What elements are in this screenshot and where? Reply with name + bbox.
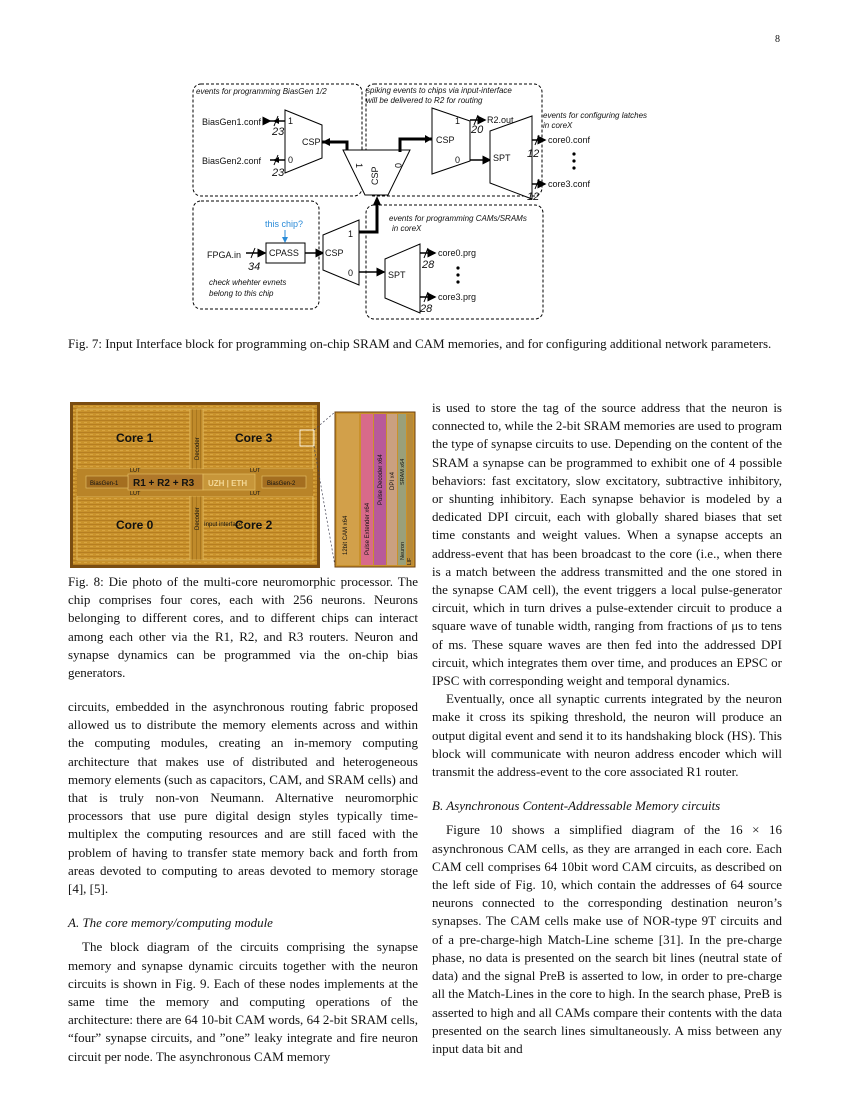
width-28-a: 28 bbox=[422, 259, 435, 271]
biasgen1-die-label: BiasGen-1 bbox=[90, 481, 119, 487]
left-column bbox=[68, 698, 418, 1066]
right-paragraph-1: is used to store the tag of the source address that the neuron is connected to, while the 2-bit SRAM memories are used to program the type of synapse circuits to use. Depending on the content of the SRAM a synapse can be programmed to exhibit one of 4 possible behaviors: fast excitatory, slow excitatory, subtractive inhibitory, or shunting inhibitory. Each synapse behavior is modeled by a dedicated DPI circuit, each with globally shared biases that set time constants and weight values. When a synapse accepts an address-event that has been broadcast to the core (i.e., when there is a match between the address transmitted and the one stored in the synapse CAM cell), the event triggers a local pulse-generator circuit, which in turn drives a pulse-extender circuit to produce a square wave of tunable width, ranging from fractions of μs to tens of ms. These square waves are then fed into the addressed DPI circuit, which integrates them over time, and produces an EPSC or IPSC with corresponding weight and temporal dynamics. bbox=[432, 400, 782, 689]
core-1-label: Core 1 bbox=[116, 431, 154, 445]
core3-prg-label: core3.prg bbox=[438, 292, 477, 302]
check-note-2: belong to this chip bbox=[209, 289, 274, 298]
svg-text:0: 0 bbox=[393, 163, 403, 169]
strip-cam-label: 12bit CAM x64 bbox=[343, 515, 349, 555]
width-20: 20 bbox=[471, 124, 484, 136]
core0-prg-label: core0.prg bbox=[438, 248, 477, 258]
svg-text:1: 1 bbox=[455, 116, 461, 126]
latches-group-label-2: in coreX bbox=[543, 121, 573, 130]
width-23-b: 23 bbox=[272, 167, 285, 179]
figure-8-die-photo bbox=[68, 400, 418, 570]
lut-label-4: LUT bbox=[250, 491, 261, 497]
svg-text:0: 0 bbox=[455, 155, 461, 165]
width-12-b: 12 bbox=[527, 191, 540, 203]
width-23-a: 23 bbox=[272, 126, 285, 138]
left-paragraph-1: circuits, embedded in the asynchronous routing fabric proposed allowed us to distribute the memory elements across and within the computing modules, creating an in-memory computing architecture that makes use of distributed and heterogeneous memory elements (such as capacitors, CAM, and SRAM cells) and that is truly non-von Neumann. Alternative neuromorphic processors that use pure digital design styles typically time-multiplex the computing resources and are still faced with the problem of having to transfer state memory back and forth from areas devoted to computing to areas devoted to memory storage [4], [5]. bbox=[68, 699, 418, 897]
core-0-label: Core 0 bbox=[116, 518, 154, 532]
svg-text:CSP: CSP bbox=[302, 137, 321, 147]
right-paragraph-3: Figure 10 shows a simplified diagram of the 16 × 16 asynchronous CAM cells, as they are arranged in each core. Each CAM cell comprises 64 10bit word CAM circuits, as described on the left side of Fig. 10, which contain the addresses of 64 source neurons connected to the corresponding destination neuron’s synapses. The CAM cells make use of NOR-type 9T circuits and of a pre-charge-high Match-Line scheme [31]. In the pre-charge phase, no data is presented on the search bit lines (neutral state of data) and the signal PreB is asserted to low, in order to pre-charge all the Match-Lines in the core to high. In the search phase, PreB is asserted to high and all CAMs compare their contents with the data presented on the search lines simultaneously. A miss between any input data bit and bbox=[432, 822, 782, 1056]
svg-text:CSP: CSP bbox=[370, 166, 380, 185]
svg-text:0: 0 bbox=[348, 268, 354, 278]
svg-text:0: 0 bbox=[288, 155, 294, 165]
svg-text:CPASS: CPASS bbox=[269, 248, 299, 258]
lut-label-2: LUT bbox=[250, 468, 261, 474]
strip-lif-label: LIF bbox=[407, 557, 413, 565]
right-column bbox=[432, 399, 782, 1058]
decoder-label-top: Decoder bbox=[195, 437, 201, 460]
biasgen-group-box bbox=[193, 84, 362, 196]
input-interface-label: Input interface bbox=[204, 522, 243, 528]
core-3-label: Core 3 bbox=[235, 431, 273, 445]
this-chip-label: this chip? bbox=[265, 219, 304, 229]
fpga-in-label: FPGA.in bbox=[207, 250, 242, 260]
width-34: 34 bbox=[248, 261, 261, 273]
r2-out-label: R2.out bbox=[487, 115, 514, 125]
strip-sram-label: SRAM x64 bbox=[400, 458, 406, 485]
svg-text:CSP: CSP bbox=[436, 135, 455, 145]
left-paragraph-2: The block diagram of the circuits comprising the synapse memory and synapse dynamic circuits together with the neuron circuits is shown in Fig. 9. Each of these nodes implements at the same time the memory and computing operations of the architecture: there are 64 10-bit CAM words, 64 2-bit SRAM cells, “four” synapse circuits, and ”one” leaky integrate and fire neuron circuit per node. The asynchronous CAM memory bbox=[68, 939, 418, 1064]
core3-conf-label: core3.conf bbox=[548, 179, 591, 189]
strip-neuron-label: Neuron bbox=[400, 541, 406, 560]
page-number: 8 bbox=[775, 34, 780, 45]
figure-8-caption: Fig. 8: Die photo of the multi-core neuromorphic processor. The chip comprises four cores, each with 256 neurons. Neurons belonging to different cores, and to different chips can interact among each other via the R1, R2, and R3 routers. Neuron and synapse dynamics can be programmed via the on-chip bias generators. bbox=[68, 574, 418, 681]
section-a-heading: A. The core memory/computing module bbox=[68, 915, 273, 931]
svg-text:1: 1 bbox=[354, 163, 364, 169]
latches-group-label-1: events for configuring latches bbox=[543, 111, 648, 120]
cams-group-label-1: events for programming CAMs/SRAMs bbox=[389, 214, 527, 223]
lut-label-1: LUT bbox=[130, 468, 141, 474]
strip-pulse-dec-label: Pulse Decoder x64 bbox=[378, 454, 384, 505]
core0-conf-label: core0.conf bbox=[548, 135, 591, 145]
cams-group-label-2: in coreX bbox=[392, 224, 422, 233]
width-12-a: 12 bbox=[527, 148, 540, 160]
section-b-heading: B. Asynchronous Content-Addressable Memory circuits bbox=[432, 798, 721, 814]
spiking-group-label-1: spiking events to chips via input-interface bbox=[366, 86, 512, 95]
biasgen2-die-label: BiasGen-2 bbox=[267, 481, 296, 487]
biasgen-group-label: events for programming BiasGen 1/2 bbox=[196, 87, 327, 96]
decoder-label-bottom: Decoder bbox=[195, 507, 201, 530]
core-2-label: Core 2 bbox=[235, 518, 273, 532]
router-block-label: R1 + R2 + R3 bbox=[133, 478, 195, 489]
biasgen1-conf-label: BiasGen1.conf bbox=[202, 117, 262, 127]
uzh-eth-logo: UZH | ETH bbox=[208, 479, 248, 488]
svg-text:SPT: SPT bbox=[493, 153, 511, 163]
strip-dpi-label: DPI x4 bbox=[390, 471, 396, 490]
svg-text:1: 1 bbox=[348, 229, 354, 239]
spiking-group-label-2: will be delivered to R2 for routing bbox=[366, 96, 483, 105]
figure-7-diagram bbox=[185, 78, 648, 325]
strip-pulse-ext-label: Pulse Extender x64 bbox=[365, 502, 371, 555]
svg-text:CSP: CSP bbox=[325, 248, 344, 258]
lut-label-3: LUT bbox=[130, 491, 141, 497]
figure-7-caption: Fig. 7: Input Interface block for programming on-chip SRAM and CAM memories, and for configuring additional network parameters. bbox=[68, 336, 772, 351]
biasgen2-conf-label: BiasGen2.conf bbox=[202, 156, 262, 166]
width-28-b: 28 bbox=[420, 303, 433, 315]
check-note-1: check whehter evnets bbox=[209, 278, 287, 287]
svg-text:1: 1 bbox=[288, 116, 294, 126]
right-paragraph-2: Eventually, once all synaptic currents integrated by the neuron make it cross its spiking threshold, the neuron will produce an output digital event and send it to its handshaking block (HS). This block will communicate with neuron address encoder which will transmit the address-event to the core associated R1 router. bbox=[432, 691, 782, 780]
svg-text:SPT: SPT bbox=[388, 270, 406, 280]
